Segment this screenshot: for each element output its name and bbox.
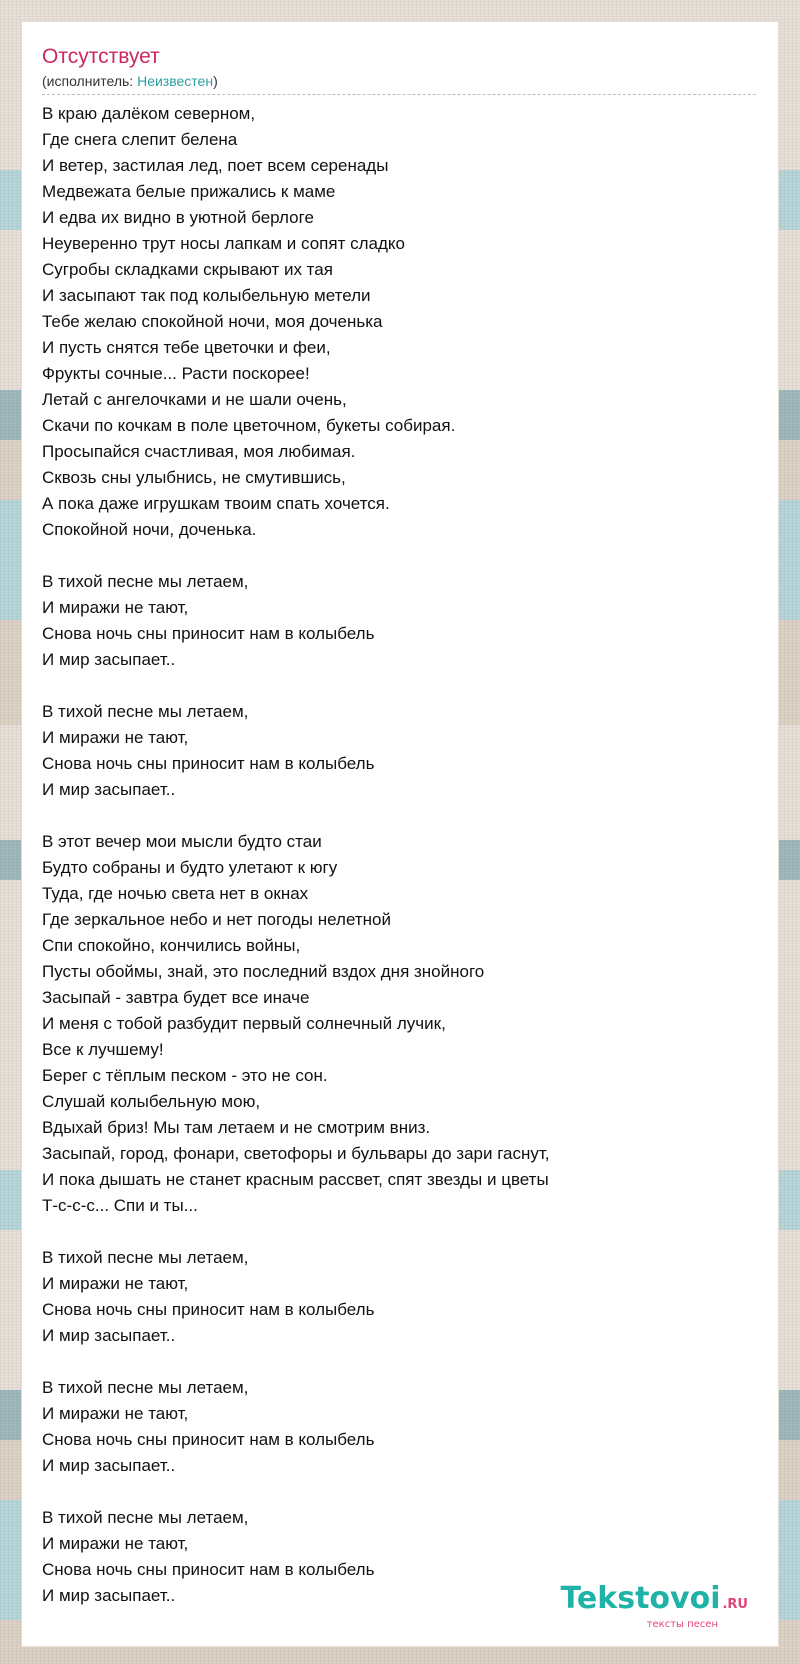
lyric-line: В тихой песне мы летаем, [42,572,249,591]
lyric-line: И мир засыпает.. [42,650,176,669]
lyric-line: Будто собраны и будто улетают к югу [42,858,338,877]
lyric-line: В тихой песне мы летаем, [42,702,249,721]
lyric-line: И мир засыпает.. [42,1326,176,1345]
lyric-line: И меня с тобой разбудит первый солнечный лучик, [42,1014,446,1033]
lyric-line: Снова ночь сны приносит нам в колыбель [42,754,375,773]
lyric-line: И пока дышать не станет красным рассвет, спят звезды и цветы [42,1170,549,1189]
lyric-line: И мир засыпает.. [42,1586,176,1605]
lyric-line: И мир засыпает.. [42,1456,176,1475]
lyric-line: Просыпайся счастливая, моя любимая. [42,442,356,461]
lyric-line: И ветер, застилая лед, поет всем серенады [42,156,389,175]
lyric-line: А пока даже игрушкам твоим спать хочется. [42,494,390,513]
lyric-line: И мир засыпает.. [42,780,176,799]
lyrics-text [42,101,742,1609]
lyric-line: Пусты обоймы, знай, это последний вздох дня знойного [42,962,485,981]
lyric-line: И миражи не тают, [42,1534,189,1553]
song-title: Отсутствует [42,45,160,68]
lyric-line: И миражи не тают, [42,1274,189,1293]
lyric-line: Спокойной ночи, доченька. [42,520,257,539]
lyric-line: Скачи по кочкам в поле цветочном, букеты собирая. [42,416,456,435]
lyric-line: И засыпают так под колыбельную метели [42,286,371,305]
artist-link[interactable]: Неизвестен [137,73,214,89]
lyric-line: Слушай колыбельную мою, [42,1092,261,1111]
lyric-line: Снова ночь сны приносит нам в колыбель [42,1300,375,1319]
lyric-line: Сугробы складками скрывают их тая [42,260,333,279]
lyric-line: Тебе желаю спокойной ночи, моя доченька [42,312,383,331]
lyric-line: Где зеркальное небо и нет погоды нелетной [42,910,391,929]
lyric-line: Засыпай - завтра будет все иначе [42,988,310,1007]
logo-suffix: .RU [722,1597,748,1612]
lyric-line: В краю далёком северном, [42,104,256,123]
stanza-gap [42,1349,742,1375]
lyric-line: И едва их видно в уютной берлоге [42,208,314,227]
site-logo[interactable] [560,1582,748,1630]
stanza-gap [42,803,742,829]
lyric-line: Засыпай, город, фонари, светофоры и бульвары до зари гаснут, [42,1144,550,1163]
logo-tagline: тексты песен [646,1619,718,1630]
lyric-line: В этот вечер мои мысли будто стаи [42,832,322,851]
lyric-line: Летай с ангелочками и не шали очень, [42,390,347,409]
stanza-gap [42,1219,742,1245]
lyric-line: Фрукты сочные... Расти поскорее! [42,364,310,383]
lyric-line: Где снега слепит белена [42,130,238,149]
lyric-line: Снова ночь сны приносит нам в колыбель [42,1560,375,1579]
lyric-line: И пусть снятся тебе цветочки и феи, [42,338,331,357]
song-header [42,44,756,95]
stanza-gap [42,543,742,569]
lyrics-card [22,22,778,1646]
lyric-line: Неуверенно трут носы лапкам и сопят сладко [42,234,405,253]
lyric-line: Спи спокойно, кончились войны, [42,936,301,955]
artist-line [42,72,756,90]
logo-wordmark [560,1582,748,1622]
lyric-line: И миражи не тают, [42,728,189,747]
lyric-line: Сквозь сны улыбнись, не смутившись, [42,468,346,487]
stanza-gap [42,1479,742,1505]
logo-main-text: Tekstovoi [560,1581,721,1616]
lyric-line: Берег с тёплым песком - это не сон. [42,1066,328,1085]
lyric-line: Снова ночь сны приносит нам в колыбель [42,624,375,643]
lyric-line: В тихой песне мы летаем, [42,1248,249,1267]
lyric-line: И миражи не тают, [42,598,189,617]
lyric-line: Снова ночь сны приносит нам в колыбель [42,1430,375,1449]
lyric-line: Т-с-с-с... Спи и ты... [42,1196,198,1215]
lyric-line: В тихой песне мы летаем, [42,1378,249,1397]
stanza-gap [42,673,742,699]
lyric-line: В тихой песне мы летаем, [42,1508,249,1527]
lyric-line: И миражи не тают, [42,1404,189,1423]
artist-prefix: (исполнитель: [42,73,138,89]
artist-suffix: ) [213,73,218,89]
lyric-line: Все к лучшему! [42,1040,164,1059]
lyric-line: Вдыхай бриз! Мы там летаем и не смотрим вниз. [42,1118,431,1137]
lyric-line: Медвежата белые прижались к маме [42,182,336,201]
lyric-line: Туда, где ночью света нет в окнах [42,884,309,903]
